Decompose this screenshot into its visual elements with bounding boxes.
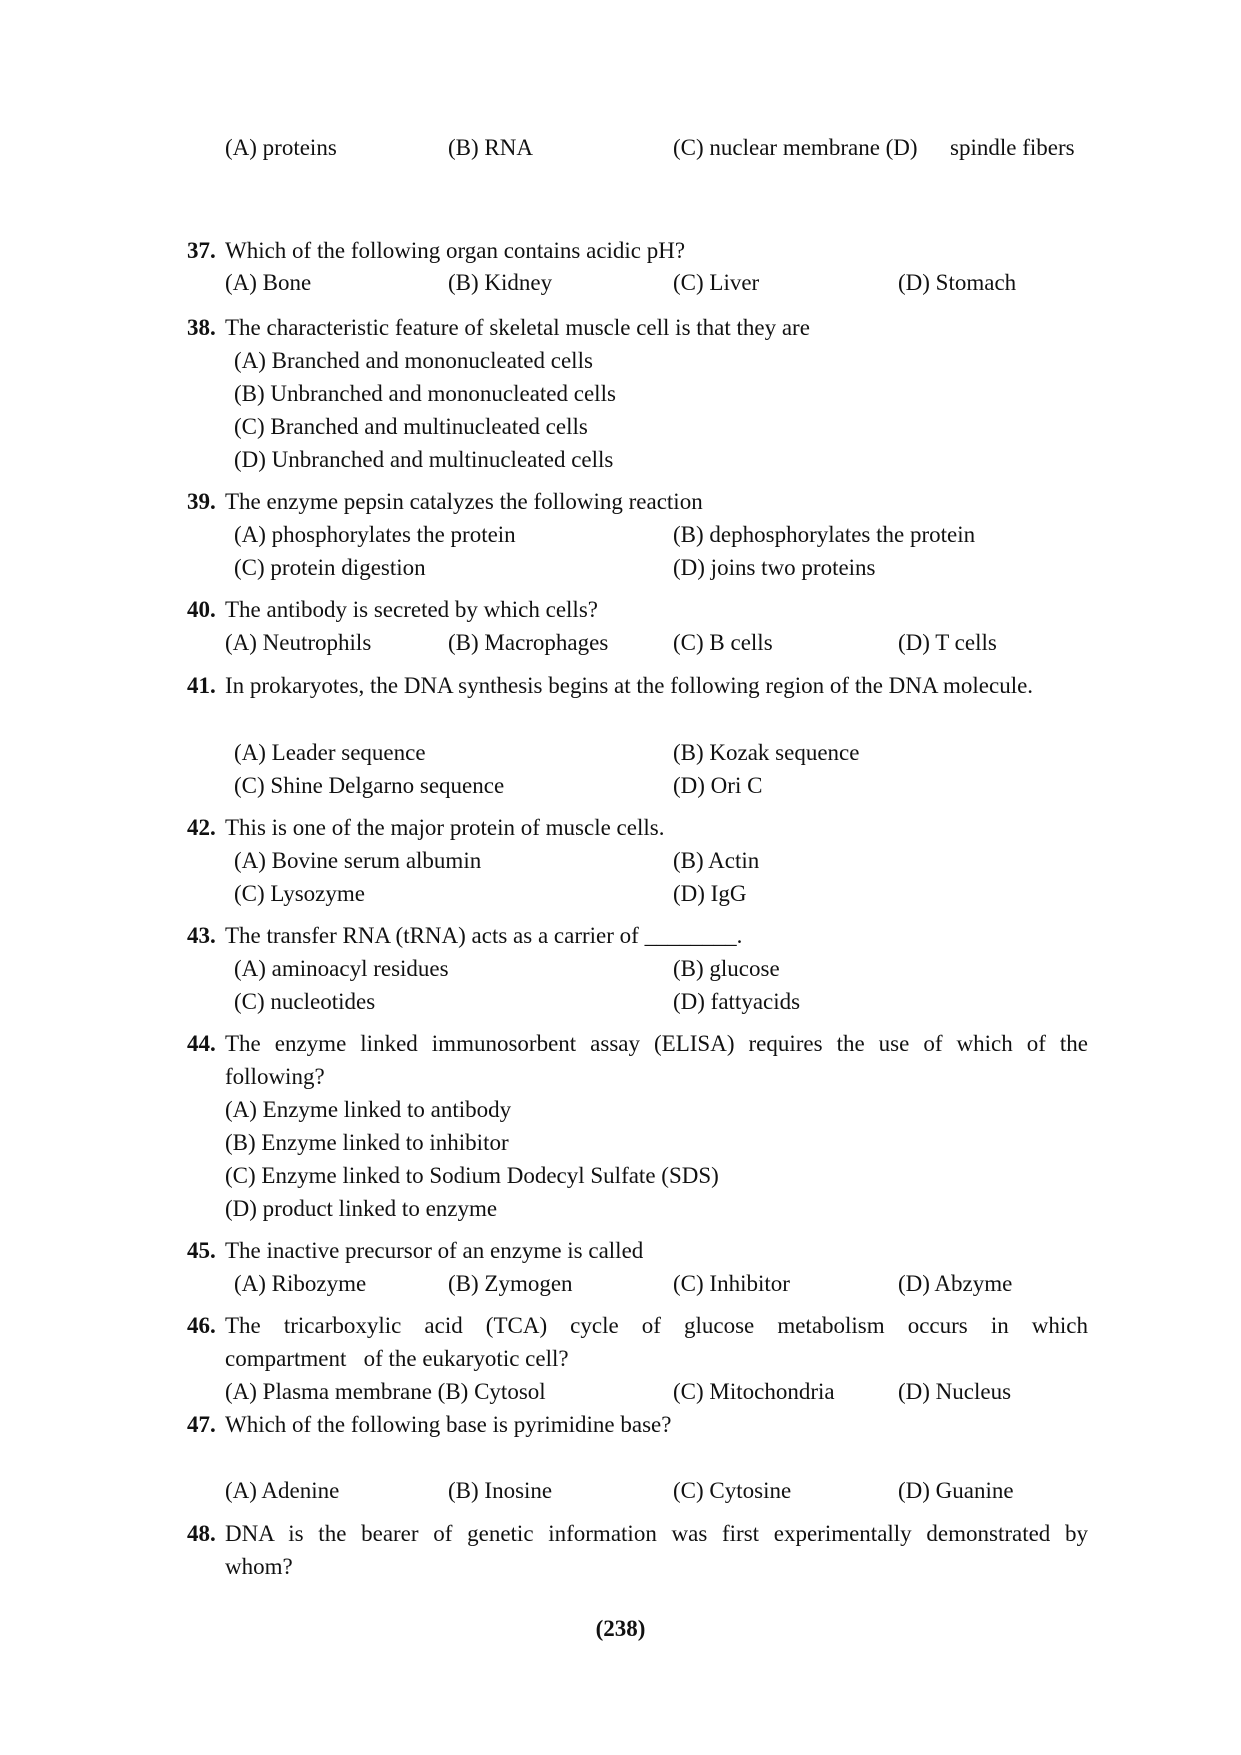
option-a: (A) Leader sequence bbox=[234, 740, 426, 765]
option-c: (C) B cells bbox=[673, 630, 773, 655]
question-46-cont bbox=[0, 1342, 1241, 1375]
option-d: spindle fibers bbox=[950, 135, 1075, 160]
option-b: (B) Zymogen bbox=[448, 1271, 573, 1296]
question-text-line2: following? bbox=[225, 1064, 325, 1089]
option-d: (D) T cells bbox=[898, 630, 997, 655]
option-d: (D) Abzyme bbox=[898, 1271, 1013, 1296]
question-number: 48. bbox=[187, 1521, 216, 1546]
question-37 bbox=[0, 234, 1241, 267]
option-d: (D) Unbranched and multinucleated cells bbox=[234, 447, 614, 472]
question-number: 40. bbox=[187, 597, 216, 622]
question-43 bbox=[0, 919, 1241, 952]
option-c: (C) nuclear membrane (D) bbox=[673, 135, 918, 160]
option-a: (A) Enzyme linked to antibody bbox=[225, 1097, 512, 1122]
question-text-line2: compartment of the eukaryotic cell? bbox=[225, 1346, 569, 1371]
q37-options bbox=[0, 266, 1241, 299]
question-40 bbox=[0, 593, 1241, 626]
question-42 bbox=[0, 811, 1241, 844]
q42-options-row2 bbox=[0, 877, 1241, 910]
option-b: (B) Unbranched and mononucleated cells bbox=[234, 381, 616, 406]
option-b: (B) Macrophages bbox=[448, 630, 609, 655]
question-number: 41. bbox=[187, 673, 216, 698]
question-38 bbox=[0, 311, 1241, 344]
option-a: (A) Neutrophils bbox=[225, 630, 372, 655]
option-b: (B) glucose bbox=[673, 956, 780, 981]
question-text-line1: The enzyme linked immunosorbent assay (ELISA) requires the use of which of the bbox=[225, 1031, 1088, 1056]
option-b: (B) RNA bbox=[448, 135, 533, 160]
question-text: This is one of the major protein of muscle cells. bbox=[225, 815, 665, 840]
question-text-line1: DNA is the bearer of genetic information was first experimentally demonstrated by bbox=[225, 1521, 1088, 1546]
question-46 bbox=[0, 1309, 1241, 1342]
question-text: The enzyme pepsin catalyzes the following reaction bbox=[225, 489, 703, 514]
q40-options bbox=[0, 626, 1241, 659]
option-b: (B) Kozak sequence bbox=[673, 740, 860, 765]
q45-options bbox=[0, 1267, 1241, 1300]
question-number: 38. bbox=[187, 315, 216, 340]
option-a: (A) Ribozyme bbox=[234, 1271, 367, 1296]
question-39 bbox=[0, 485, 1241, 518]
q38-option-b bbox=[0, 377, 1241, 410]
question-text: Which of the following base is pyrimidine base? bbox=[225, 1412, 672, 1437]
option-c: (C) nucleotides bbox=[234, 989, 376, 1014]
question-text: The antibody is secreted by which cells? bbox=[225, 597, 598, 622]
option-b: (B) Kidney bbox=[448, 270, 553, 295]
option-d: (D) Guanine bbox=[898, 1478, 1014, 1503]
page-number: (238) bbox=[595, 1616, 646, 1641]
question-text: Which of the following organ contains acidic pH? bbox=[225, 238, 686, 263]
question-text-line2: whom? bbox=[225, 1554, 293, 1579]
question-text: In prokaryotes, the DNA synthesis begins at the following region of the DNA molecule. bbox=[225, 673, 1034, 698]
q44-option-c bbox=[0, 1159, 1241, 1192]
option-d: (D) IgG bbox=[673, 881, 747, 906]
option-a: (A) Branched and mononucleated cells bbox=[234, 348, 593, 373]
option-c: (C) Mitochondria bbox=[673, 1379, 835, 1404]
q44-option-b bbox=[0, 1126, 1241, 1159]
option-a: (A) phosphorylates the protein bbox=[234, 522, 516, 547]
option-c: (C) Liver bbox=[673, 270, 760, 295]
question-number: 47. bbox=[187, 1412, 216, 1437]
q38-option-d bbox=[0, 443, 1241, 476]
option-a: (A) Bone bbox=[225, 270, 312, 295]
q36-options bbox=[0, 131, 1241, 164]
question-44-cont bbox=[0, 1060, 1241, 1093]
question-41 bbox=[0, 669, 1241, 702]
option-a: (A) Adenine bbox=[225, 1478, 340, 1503]
question-48-cont bbox=[0, 1550, 1241, 1583]
q41-options-row1 bbox=[0, 736, 1241, 769]
option-c: (C) protein digestion bbox=[234, 555, 426, 580]
question-text: The inactive precursor of an enzyme is called bbox=[225, 1238, 644, 1263]
option-a: (A) aminoacyl residues bbox=[234, 956, 449, 981]
question-48 bbox=[0, 1517, 1241, 1550]
option-d: (D) Stomach bbox=[898, 270, 1017, 295]
question-number: 37. bbox=[187, 238, 216, 263]
option-b: (B) dephosphorylates the protein bbox=[673, 522, 976, 547]
q39-options-row2 bbox=[0, 551, 1241, 584]
question-number: 42. bbox=[187, 815, 216, 840]
question-45 bbox=[0, 1234, 1241, 1267]
option-a: (A) Bovine serum albumin bbox=[234, 848, 482, 873]
option-c: (C) Enzyme linked to Sodium Dodecyl Sulfate (SDS) bbox=[225, 1163, 719, 1188]
q39-options-row1 bbox=[0, 518, 1241, 551]
q41-options-row2 bbox=[0, 769, 1241, 802]
question-number: 45. bbox=[187, 1238, 216, 1263]
question-number: 43. bbox=[187, 923, 216, 948]
q44-option-d bbox=[0, 1192, 1241, 1225]
option-c: (C) Inhibitor bbox=[673, 1271, 790, 1296]
q43-options-row1 bbox=[0, 952, 1241, 985]
q46-options bbox=[0, 1375, 1241, 1408]
option-a: (A) proteins bbox=[225, 135, 337, 160]
option-c: (C) Shine Delgarno sequence bbox=[234, 773, 505, 798]
option-a-b: (A) Plasma membrane (B) Cytosol bbox=[225, 1379, 546, 1404]
q38-option-c bbox=[0, 410, 1241, 443]
question-text: The characteristic feature of skeletal muscle cell is that they are bbox=[225, 315, 810, 340]
question-47 bbox=[0, 1408, 1241, 1441]
q43-options-row2 bbox=[0, 985, 1241, 1018]
question-text-line1: The tricarboxylic acid (TCA) cycle of glucose metabolism occurs in which bbox=[225, 1313, 1088, 1338]
question-text: The transfer RNA (tRNA) acts as a carrier of ________. bbox=[225, 923, 743, 948]
option-c: (C) Lysozyme bbox=[234, 881, 365, 906]
q38-option-a bbox=[0, 344, 1241, 377]
option-c: (C) Cytosine bbox=[673, 1478, 792, 1503]
question-44 bbox=[0, 1027, 1241, 1060]
option-d: (D) product linked to enzyme bbox=[225, 1196, 498, 1221]
option-d: (D) Nucleus bbox=[898, 1379, 1012, 1404]
option-d: (D) Ori C bbox=[673, 773, 763, 798]
q44-option-a bbox=[0, 1093, 1241, 1126]
option-b: (B) Enzyme linked to inhibitor bbox=[225, 1130, 509, 1155]
option-b: (B) Actin bbox=[673, 848, 760, 873]
question-number: 46. bbox=[187, 1313, 216, 1338]
option-d: (D) joins two proteins bbox=[673, 555, 876, 580]
question-number: 44. bbox=[187, 1031, 216, 1056]
option-b: (B) Inosine bbox=[448, 1478, 553, 1503]
q47-options bbox=[0, 1474, 1241, 1507]
option-d: (D) fattyacids bbox=[673, 989, 801, 1014]
option-c: (C) Branched and multinucleated cells bbox=[234, 414, 588, 439]
q42-options-row1 bbox=[0, 844, 1241, 877]
question-number: 39. bbox=[187, 489, 216, 514]
